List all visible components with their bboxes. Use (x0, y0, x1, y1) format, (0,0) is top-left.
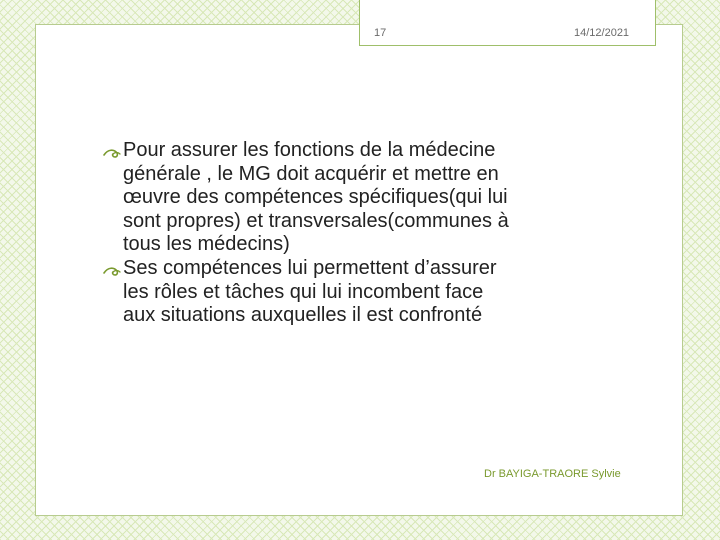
slide-header-tab (359, 0, 656, 46)
slide-bullet-list (100, 139, 520, 328)
slide-number: 17 (374, 27, 387, 39)
leaf-swirl-icon (103, 144, 121, 158)
bullet-text: Ses compétences lui permettent d’assurer les rôles et tâches qui lui incombent face aux situations auxquelles il est confronté (123, 256, 497, 327)
bullet-text: Pour assurer les fonctions de la médecine générale , le MG doit acquérir et mettre en œuvre des compétences spécifiques(qui lui sont propres) et transversales(communes à tous les médecins) (123, 139, 509, 256)
slide-date: 14/12/2021 (574, 27, 630, 39)
slide-footer-author: Dr BAYIGA-TRAORE Sylvie (484, 468, 621, 480)
bullet-item-1 (100, 139, 520, 257)
leaf-swirl-icon (103, 262, 121, 276)
bullet-item-2 (100, 257, 520, 328)
